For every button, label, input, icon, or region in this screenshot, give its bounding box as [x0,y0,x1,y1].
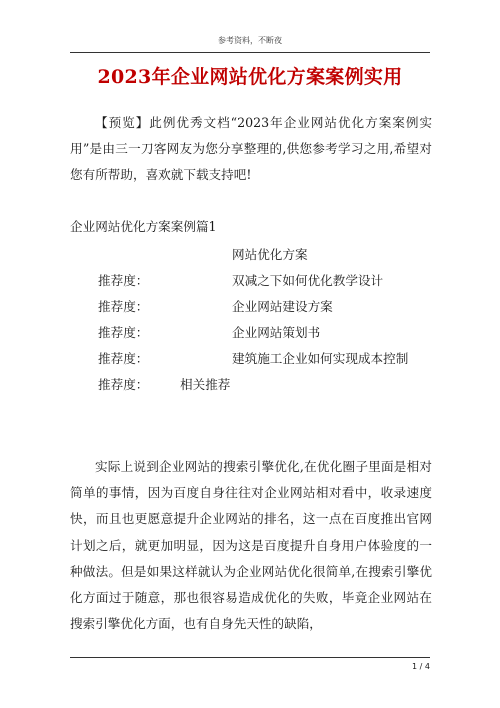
page-number: 1 / 4 [412,662,430,671]
related-recommendations-link[interactable]: 相关推荐 [180,377,231,392]
recommendation-link[interactable]: 企业网站策划书 [232,325,321,340]
recommendation-link[interactable]: 建筑施工企业如何实现成本控制 [232,351,409,366]
recommendation-heading: 网站优化方案 [232,247,308,262]
header-note: 参考资料，不断夜 [218,36,282,45]
recommendation-label: 推荐度： [98,351,149,366]
recommendation-row[interactable] [98,296,438,322]
recommendation-row[interactable] [98,348,438,374]
recommendation-link[interactable]: 双减之下如何优化教学设计 [232,273,384,288]
body-text [70,454,432,637]
recommendation-row[interactable] [98,270,438,296]
preview-paragraph: 【预览】此例优秀文档“2023年企业网站优化方案案例实用”是由三一刀客网友为您分享整理的,供您参考学习之用,希望对您有所帮助，喜欢就下载支持吧! [70,115,432,182]
recommendation-label: 推荐度： [98,273,149,288]
header-divider [70,52,430,53]
recommendation-row[interactable] [98,322,438,348]
recommendation-row[interactable] [98,374,438,400]
recommendation-label: 推荐度： [98,325,149,340]
section-title: 企业网站优化方案案例篇1 [70,219,217,234]
body-paragraph: 实际上说到企业网站的搜索引擎优化,在优化圈子里面是相对简单的事情，因为百度自身往往对企业网站相对看中，收录速度快，而且也更愿意提升企业网站的排名，这一点在百度推出官网计划之后，就更加明显，因为这是百度提升自身用户体验度的一种做法。但是如果这样就认为企业网站优化很简单,在搜索引擎优化方面过于随意，那也很容易造成优化的失败，毕竟企业网站在搜索引擎优化方面，也有自身先天性的缺陷， [70,459,432,632]
recommendation-label: 推荐度： [98,299,149,314]
footer-divider [70,657,430,658]
document-title: 2023年企业网站优化方案案例实用 [97,66,403,88]
recommendation-link[interactable]: 企业网站建设方案 [232,299,333,314]
recommendation-label: 推荐度： [98,377,149,392]
